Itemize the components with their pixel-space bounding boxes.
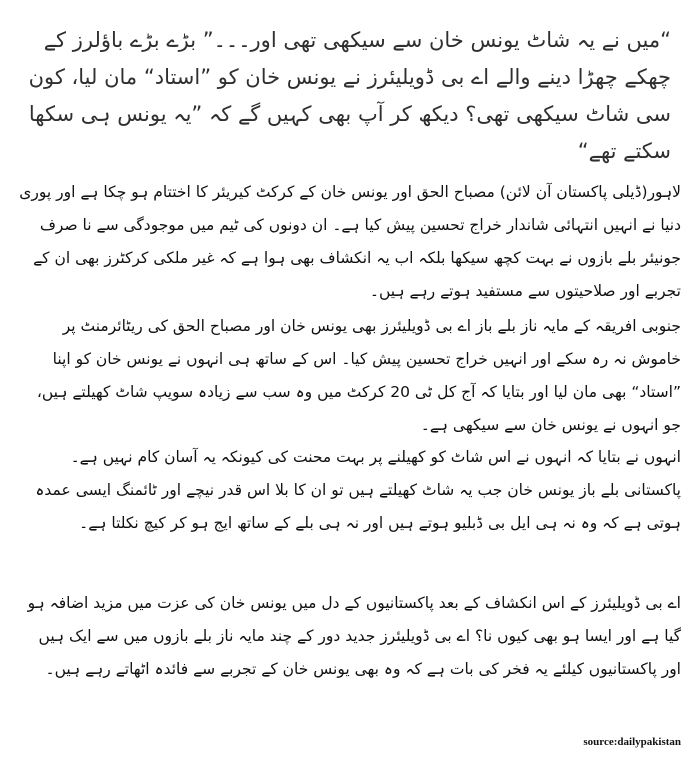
article-paragraph: اے بی ڈویلیئرز کے اس انکشاف کے بعد پاکستانیوں کے دل میں یونس خان کی عزت میں مزید اضافہ ہو گیا ہے اور ایسا ہو بھی کیوں نا؟ اے بی ڈویلیئرز جدید دور کے چند مایہ ناز بلے بازوں میں سے ایک ہیں اور پاکستانیوں کیلئے یہ فخر کی بات ہے کہ وہ بھی یونس خان کے تجربے سے فائدہ اٹھاتے رہے ہیں۔ [27, 594, 681, 678]
source-credit: source:dailypakistan [583, 736, 681, 748]
article-paragraph: انہوں نے بتایا کہ انہوں نے اس شاٹ کو کھیلنے پر بہت محنت کی کیونکہ یہ آسان کام نہیں ہے۔ پاکستانی بلے باز یونس خان جب یہ شاٹ کھیلتے ہیں تو ان کا بلا اس قدر نیچے اور ٹائمنگ ایسی عمدہ ہوتی ہے کہ وہ نہ ہی ایل بی ڈبلیو ہوتے ہیں اور نہ ہی بلے کے ساتھ ایج ہو کر کیچ نکلتا ہے۔ [35, 448, 681, 532]
article-paragraph: لاہور(ڈیلی پاکستان آن لائن) مصباح الحق اور یونس خان کے کرکٹ کیریئر کا اختتام ہو چکا ہے اور پوری دنیا نے انہیں انتہائی شاندار خراج تحسین پیش کیا ہے۔ ان دونوں کی ٹیم میں موجودگی سے نا صرف جونیئر بلے بازوں نے بہت کچھ سیکھا بلکہ اب یہ انکشاف بھی ہوا ہے کہ غیر ملکی کرکٹرز بھی ان کے تجربے اور صلاحیتوں سے مستفید ہوتے رہے ہیں۔ [19, 183, 681, 300]
article-headline: “میں نے یہ شاٹ یونس خان سے سیکھی تھی اور۔۔۔” بڑے بڑے باؤلرز کے چھکے چھڑا دینے والے اے بی ڈویلیئرز نے یونس خان کو ”استاد“ مان لیا، کون سی شاٹ سیکھی تھی؟ دیکھ کر آپ بھی کہیں گے کہ ”یہ یونس ہی سکھا سکتے تھے“ [28, 28, 671, 163]
article-paragraph: جنوبی افریقہ کے مایہ ناز بلے باز اے بی ڈویلیئرز بھی یونس خان اور مصباح الحق کی ریٹائرمنٹ پر خاموش نہ رہ سکے اور انہیں خراج تحسین پیش کیا۔ اس کے ساتھ ہی انہوں نے یونس خان کو اپنا ”استاد“ بھی مان لیا اور بتایا کہ آج کل ٹی 20 کرکٹ میں وہ سب سے زیادہ سویپ شاٹ کھیلتے ہیں، جو انہوں نے یونس خان سے سیکھی ہے۔ [36, 317, 681, 434]
